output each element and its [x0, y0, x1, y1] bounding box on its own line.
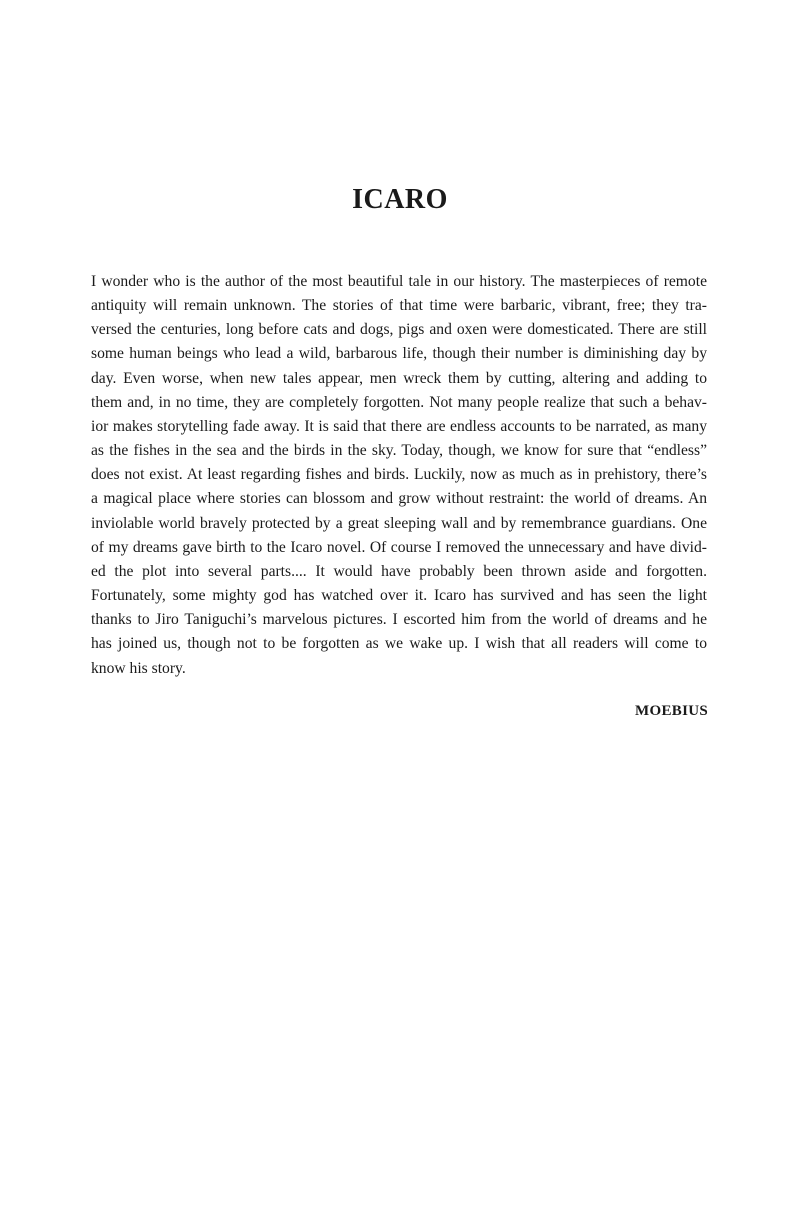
body-paragraph [91, 270, 707, 681]
paragraph-line: of my dreams gave birth to the Icaro novel. Of course I removed the unnecessary and have divid- [91, 538, 707, 556]
paragraph-line: has joined us, though not to be forgotten as we wake up. I wish that all readers will come to [91, 635, 707, 653]
paragraph-line: them and, in no time, they are completely forgotten. Not many people realize that such a behav- [91, 393, 707, 411]
paragraph-line: as the fishes in the sea and the birds in the sky. Today, though, we know for sure that “endless” [91, 442, 707, 460]
paragraph-line: some human beings who lead a wild, barbarous life, though their number is diminishing day by [91, 345, 707, 363]
paragraph-line: know his story. [91, 659, 186, 677]
paragraph-line: a magical place where stories can blossom and grow without restraint: the world of dreams. An [91, 490, 707, 508]
paragraph-line: versed the centuries, long before cats and dogs, pigs and oxen were domesticated. There are still [91, 321, 707, 339]
paragraph-line: thanks to Jiro Taniguchi’s marvelous pictures. I escorted him from the world of dreams and he [91, 611, 707, 629]
paragraph-line: I wonder who is the author of the most beautiful tale in our history. The masterpieces of remote [91, 273, 707, 290]
page-title: ICARO [352, 184, 448, 215]
paragraph-line: inviolable world bravely protected by a great sleeping wall and by remembrance guardians. One [91, 514, 707, 532]
author-signature: MOEBIUS [635, 703, 708, 719]
paragraph-line: ed the plot into several parts.... It would have probably been thrown aside and forgotten. [91, 562, 707, 580]
paragraph-line: ior makes storytelling fade away. It is said that there are endless accounts to be narrated, as many [91, 417, 707, 435]
paragraph-line: antiquity will remain unknown. The stories of that time were barbaric, vibrant, free; they tra- [91, 297, 707, 315]
paragraph-line: Fortunately, some mighty god has watched over it. Icaro has survived and has seen the light [91, 587, 707, 605]
paragraph-line: does not exist. At least regarding fishes and birds. Luckily, now as much as in prehistory, there’s [91, 466, 707, 484]
paragraph-line: day. Even worse, when new tales appear, men wreck them by cutting, altering and adding to [91, 369, 707, 387]
